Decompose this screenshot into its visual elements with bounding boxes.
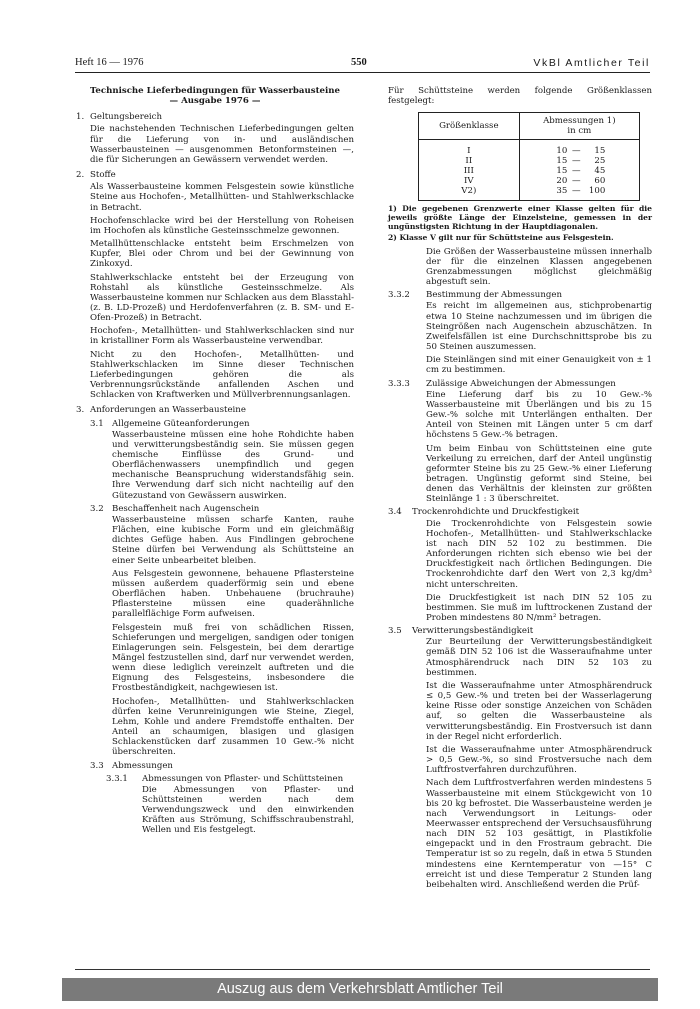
paragraph: Metallhüttenschlacke entsteht beim Erschmelzen von Kupfer, Blei oder Chrom und bei der Gewinnung von Zinkoxyd. (90, 239, 354, 270)
section-3-5 (388, 626, 652, 890)
paragraph: Um beim Einbau von Schüttsteinen eine gute Verkeilung zu erreichen, darf der Anteil ungünstig geformter Steine bis zu 25 Gew.-% einer Lieferung betragen. Ungünstig geformt sind Steine, bei denen das Verhältnis der kleinsten zur größten Steinlänge 1 : 3 überschreitet. (426, 443, 652, 505)
footnote: 2) Klasse V gilt nur für Schüttsteine aus Felsgestein. (388, 233, 614, 243)
section-1 (76, 112, 354, 165)
paragraph: Die nachstehenden Technischen Lieferbedingungen gelten für die Lieferung von in- und ausländischen Wasserbausteinen — ausgenommen Betonformsteinen —, die für Sicherungen an Gewässern verwendet werden. (90, 124, 354, 165)
subsection-heading: 3.3 Abmessungen (90, 760, 173, 771)
class-column (419, 140, 520, 201)
issue-label: Heft 16 — 1976 (75, 57, 144, 68)
paragraph: Für Schüttsteine werden folgende Größenklassen festgelegt: (388, 86, 652, 107)
section-3-3-2 (388, 290, 652, 375)
paragraph: Wasserbausteine müssen eine hohe Rohdichte haben und verwitterungsbeständig sein. Sie müssen gegen chemische Einflüsse des Grund- und Oberflächenwassers unempfindlich und gegen mechanische Beanspruchung widerstandsfähig sein. Ihre Verwendung darf sich nicht nachteilig auf den Gütezustand von Gewässern auswirken. (112, 429, 354, 501)
paragraph: Nicht zu den Hochofen-, Metallhütten- und Stahlwerkschlacken im Sinne dieser Technischen Lieferbedingungen gehören die als Verbrennungsrückstände anfallenden Aschen und Schlacken von Kraftwerken und Müllverbrennungsanlagen. (90, 349, 354, 401)
size-class-table (418, 112, 640, 201)
paragraph: Wasserbausteine müssen scharfe Kanten, rauhe Flächen, eine kubische Form und ein gleichmäßig dichtes Gefüge haben. Aus Findlingen gebrochene Steine dürfen bei Verwendung als Schüttsteine an einer Seite unbearbeitet bleiben. (112, 514, 354, 566)
paragraph: Zur Beurteilung der Verwitterungsbeständigkeit gemäß DIN 52 106 ist die Wasseraufnahme unter Atmosphärendruck nach DIN 52 103 zu bestimmen. (426, 637, 652, 678)
table-cell: II (465, 156, 473, 167)
publication-label: VkBl Amtlicher Teil (533, 57, 650, 69)
paragraph: Die Abmessungen von Pflaster- und Schüttsteinen werden nach dem Verwendungszweck und den einwirkenden Kräften aus Strömung, Schiffsschraubenstrahl, Wellen und Eis festgelegt. (142, 784, 354, 836)
table-header: Größenklasse (419, 113, 520, 140)
footnotes (388, 205, 652, 242)
paragraph: Ist die Wasseraufnahme unter Atmosphärendruck > 0,5 Gew.-%, so sind Frostversuche nach dem Luftfrostverfahren durchzuführen. (426, 744, 652, 776)
section-3 (76, 405, 354, 835)
paragraph: Die Größen der Wasserbausteine müssen innerhalb der für die einzelnen Klassen angegebenen Grenzabmessungen möglichst gleichmäßig abgestuft sein. (426, 246, 652, 288)
page-number: 550 (351, 57, 367, 68)
section-2 (76, 170, 354, 400)
table-cell: 20 — 60 (556, 176, 606, 187)
section-3-2 (76, 504, 354, 758)
footer-divider (75, 969, 650, 970)
left-column (76, 86, 354, 839)
section-heading: 1. Geltungsbereich (76, 112, 163, 123)
document-title: Technische Lieferbedingungen für Wasserbausteine — Ausgabe 1976 — (89, 86, 341, 107)
paragraph: Aus Felsgestein gewonnene, behauene Pflastersteine müssen außerdem quaderförmig sein und ebene Oberflächen haben. Unbehauene (bruchrauhe) Pflastersteine müssen eine quaderähnliche parallelflächige Form aufweisen. (112, 568, 354, 620)
table-cell: III (463, 166, 474, 177)
paragraph: Hochofen-, Metallhütten- und Stahlwerkschlacken dürfen keine Verunreinigungen wie Steine, Ziegel, Lehm, Kohle und andere Fremdstoffe enthalten. Der Anteil an schaumigen, blasigen und glasigen Schlackenstücken darf zusammen 10 Gew.-% nicht überschreiten. (112, 696, 354, 758)
table-cell: 15 — 45 (556, 166, 606, 177)
paragraph: Hochofen-, Metallhütten- und Stahlwerkschlacken sind nur in kristalliner Form als Wasserbausteine verwendbar. (90, 326, 354, 347)
table-cell: 35 — 100 (556, 186, 606, 197)
paragraph: Ist die Wasseraufnahme unter Atmosphärendruck ≤ 0,5 Gew.-% und treten bei der Wasserlagerung keine Risse oder sonstige Anzeichen von Schäden auf, so gelten die Wasserbausteine als verwitterungsbeständig. Ein Frostversuch ist dann in der Regel nicht erforderlich. (426, 680, 652, 742)
paragraph: Die Druckfestigkeit ist nach DIN 52 105 zu bestimmen. Sie muß im lufttrockenen Zustand der Proben mindestens 80 N/mm² betragen. (426, 592, 652, 623)
section-3-1 (76, 419, 354, 501)
paragraph: Als Wasserbausteine kommen Felsgestein sowie künstliche Steine aus Hochofen-, Metallhütten- und Stahlwerkschlacke in Betracht. (90, 182, 354, 213)
subsection-heading: 3.1 Allgemeine Güteanforderungen (90, 418, 250, 429)
footnote: 1) Die gegebenen Grenzwerte einer Klasse gelten für die jeweils größte Länge der Einzelsteine, gemessen in der ungünstigsten Richtung in der Hauptdiagonalen. (388, 204, 652, 231)
paragraph: Stahlwerkschlacke entsteht bei der Erzeugung von Rohstahl als künstliche Gesteinsschmelze. Als Wasserbausteine kommen nur Schlacken aus dem Blasstahl- (z. B. LD-Prozeß) und Herdofenverfahren (z. B. SM- und E-Ofen-Prozeß) in Betracht. (90, 272, 354, 324)
subsection-heading: 3.5 Verwitterungsbeständigkeit (388, 626, 534, 637)
paragraph: Felsgestein muß frei von schädlichen Rissen, Schieferungen und mergeligen, sandigen oder tonigen Einlagerungen sein. Felsgestein, bei dem derartige Mängel festzustellen sind, darf nur verwendet werden, wenn diese lediglich vereinzelt auftreten und die Eignung des Felsgesteins, insbesondere die Frostbeständigkeit, nachgewiesen ist. (112, 622, 354, 694)
subsection-heading: 3.3.3 Zulässige Abweichungen der Abmessungen (388, 378, 616, 389)
paragraph: Nach dem Luftfrostverfahren werden mindestens 5 Wasserbausteine mit einem Stückgewicht von 10 bis 20 kg befrostet. Die Wasserbausteine werden je nach Verwendungsort in Leitungs- oder Meerwasser entsprechend der Versuchsausführung nach DIN 52 103 gesättigt, in Plastikfolie eingepackt und in den Frostraum gebracht. Die Temperatur ist so zu regeln, daß in etwa 5 Stunden mindestens eine Kerntemperatur von —15° C erreicht ist und diese Temperatur 2 Stunden lang beibehalten wird. Anschließend werden die Prüf- (426, 778, 652, 890)
table-cell: 15 — 25 (556, 156, 606, 167)
paragraph: Die Trockenrohdichte von Felsgestein sowie Hochofen-, Metallhütten- und Stahlwerkschlacke ist nach DIN 52 102 zu bestimmen. Die Anforderungen richten sich ebenso wie bei der Druckfestigkeit nach örtlichen Bedingungen. Die Trockenrohdichte darf den Wert von 2,3 kg/dm³ nicht unterschreiten. (426, 518, 652, 590)
footer-banner: Auszug aus dem Verkehrsblatt Amtlicher Teil (62, 978, 658, 1001)
table-cell: V2) (461, 186, 477, 197)
table-cell: IV (464, 176, 474, 187)
section-heading: 2. Stoffe (76, 170, 116, 181)
paragraph: Hochofenschlacke wird bei der Herstellung von Roheisen im Hochofen als künstliche Gesteinsschmelze gewonnen. (90, 215, 354, 236)
table-cell: 10 — 15 (556, 146, 606, 157)
right-column (388, 86, 652, 893)
section-3-3-3 (388, 379, 652, 505)
subsection-heading: 3.3.2 Bestimmung der Abmessungen (388, 290, 562, 301)
subsection-heading: 3.2 Beschaffenheit nach Augenschein (90, 503, 260, 514)
section-heading: 3. Anforderungen an Wasserbausteine (76, 405, 246, 416)
table-header: Abmessungen 1) in cm (519, 113, 639, 140)
section-3-3 (76, 761, 354, 836)
section-3-4 (388, 507, 652, 623)
paragraph: Es reicht im allgemeinen aus, stichprobenartig etwa 10 Steine nachzumessen und im übrigen die Steingrößen nach Augenschein abzuschätzen. In Zweifelsfällen ist eine Durchschnittsprobe bis zu 50 Steinen auszumessen. (426, 301, 652, 353)
header-divider (75, 72, 650, 73)
subsection-heading: 3.4 Trockenrohdichte und Druckfestigkeit (388, 507, 580, 518)
table-cell: I (467, 146, 471, 157)
subsubsection-heading: 3.3.1 Abmessungen von Pflaster- und Schüttsteinen (106, 773, 344, 784)
paragraph: Die Steinlängen sind mit einer Genauigkeit von ± 1 cm zu bestimmen. (426, 355, 652, 376)
dimension-column (519, 140, 639, 201)
paragraph: Eine Lieferung darf bis zu 10 Gew.-% Wasserbausteine mit Überlängen und bis zu 15 Gew.-% solche mit Unterlängen enthalten. Der Anteil von Steinen mit Längen unter 5 cm darf höchstens 5 Gew.-% betragen. (426, 389, 652, 441)
